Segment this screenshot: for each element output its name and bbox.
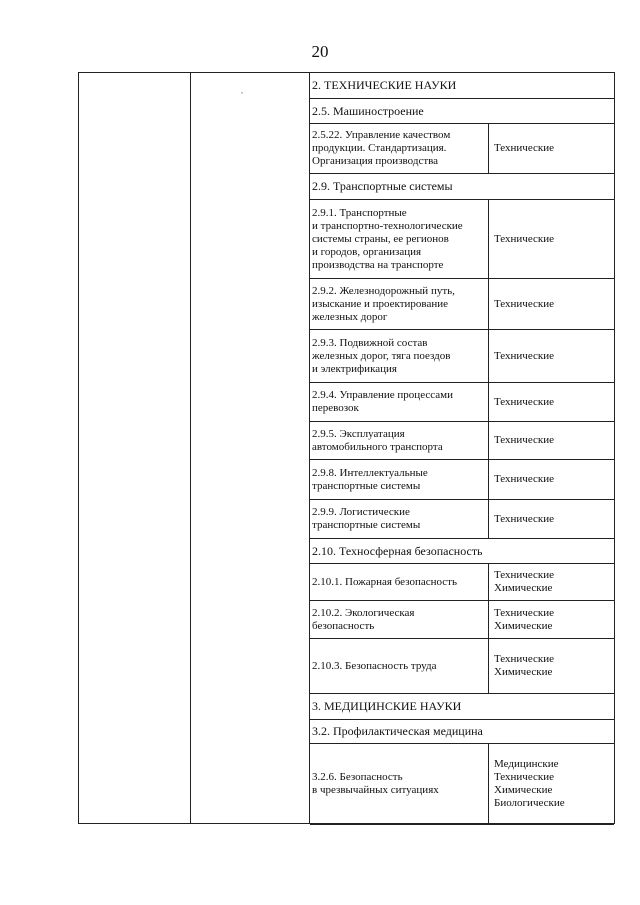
science-branch: Технические bbox=[494, 232, 554, 245]
science-branch: Технические bbox=[494, 395, 554, 408]
speciality-name: 2.9.1. Транспортные и транспортно-технологические системы страны, ее регионов и городов, организация производства на транспорте bbox=[312, 206, 463, 271]
science-branch-cell bbox=[492, 330, 640, 382]
speciality-name: 3.2.6. Безопасность в чрезвычайных ситуациях bbox=[312, 771, 439, 796]
page-number: 20 bbox=[311, 42, 329, 61]
science-branch-cell bbox=[492, 279, 640, 329]
kind-column-divider bbox=[488, 639, 489, 693]
section-row bbox=[310, 694, 614, 719]
science-branch-cell bbox=[492, 124, 640, 173]
kind-column-divider bbox=[488, 601, 489, 638]
table-row bbox=[310, 200, 614, 278]
science-branch-cell bbox=[492, 564, 640, 600]
kind-column-divider bbox=[488, 124, 489, 173]
kind-column-divider bbox=[488, 744, 489, 824]
science-branch-cell bbox=[492, 383, 640, 421]
section-row bbox=[310, 720, 614, 743]
kind-column-divider bbox=[488, 200, 489, 278]
column-divider-1 bbox=[190, 72, 191, 824]
disciplines-table bbox=[78, 72, 615, 824]
section-row bbox=[310, 72, 614, 98]
speciality-name: 2.9.8. Интеллектуальные транспортные системы bbox=[312, 466, 428, 492]
kind-column-divider bbox=[488, 330, 489, 382]
table-row bbox=[310, 564, 614, 600]
table-left-border bbox=[78, 72, 79, 824]
section-title: 2. ТЕХНИЧЕСКИЕ НАУКИ bbox=[312, 77, 457, 92]
table-row bbox=[310, 460, 614, 499]
science-branch: Технические bbox=[494, 606, 554, 619]
science-branch: Медицинские bbox=[494, 758, 559, 770]
section-title: 3. МЕДИЦИНСКИЕ НАУКИ bbox=[312, 699, 462, 713]
section-title: 2.5. Машиностроение bbox=[312, 103, 424, 118]
speciality-name: 2.9.5. Эксплуатация автомобильного транспорта bbox=[312, 427, 443, 453]
section-row bbox=[310, 174, 614, 199]
speciality-name: 2.9.3. Подвижной состав железных дорог, тяга поездов и электрификация bbox=[312, 336, 451, 375]
science-branch: Технические bbox=[494, 771, 554, 783]
section-title: 3.2. Профилактическая медицина bbox=[312, 724, 483, 738]
science-branch-cell bbox=[492, 744, 640, 824]
speciality-name: 2.10.2. Экологическая безопасность bbox=[312, 606, 415, 632]
science-branch: Технические bbox=[494, 473, 554, 485]
science-branch-cell bbox=[492, 639, 640, 693]
section-row bbox=[310, 99, 614, 123]
science-branch: Биологические bbox=[494, 797, 565, 809]
kind-column-divider bbox=[488, 500, 489, 538]
science-branch: Химические bbox=[494, 619, 553, 632]
kind-column-divider bbox=[488, 564, 489, 600]
speciality-name: 2.9.9. Логистические транспортные системы bbox=[312, 506, 421, 531]
science-branch-cell bbox=[492, 500, 640, 538]
speciality-name: 2.10.1. Пожарная безопасность bbox=[312, 575, 457, 588]
science-branch: Технические bbox=[494, 569, 554, 581]
speciality-name: 2.5.22. Управление качеством продукции. Стандартизация. Организация производства bbox=[312, 129, 451, 167]
kind-column-divider bbox=[488, 460, 489, 499]
science-branch-cell bbox=[492, 460, 640, 499]
table-row bbox=[310, 601, 614, 638]
science-branch: Технические bbox=[494, 349, 554, 362]
section-title: 2.9. Транспортные системы bbox=[312, 179, 453, 193]
kind-column-divider bbox=[488, 383, 489, 421]
science-branch: Химические bbox=[494, 582, 553, 594]
science-branch: Технические bbox=[494, 434, 554, 446]
table-row bbox=[310, 744, 614, 824]
science-branch: Технические bbox=[494, 653, 554, 665]
section-row bbox=[310, 539, 614, 563]
science-branch: Химические bbox=[494, 784, 553, 796]
row-divider bbox=[310, 824, 614, 825]
science-branch: Технические bbox=[494, 142, 554, 154]
kind-column-divider bbox=[488, 422, 489, 459]
table-row bbox=[310, 279, 614, 329]
speciality-name: 2.9.2. Железнодорожный путь, изыскание и проектирование железных дорог bbox=[312, 284, 455, 323]
table-row bbox=[310, 330, 614, 382]
section-title: 2.10. Техносферная безопасность bbox=[312, 543, 483, 558]
science-branch: Технические bbox=[494, 297, 554, 310]
science-branch-cell bbox=[492, 601, 640, 638]
science-branch-cell bbox=[492, 422, 640, 459]
table-row bbox=[310, 124, 614, 173]
table-row bbox=[310, 639, 614, 693]
scan-mark: , bbox=[241, 86, 243, 95]
science-branch: Химические bbox=[494, 666, 553, 678]
speciality-name: 2.10.3. Безопасность труда bbox=[312, 659, 437, 672]
science-branch: Технические bbox=[494, 512, 554, 525]
table-row bbox=[310, 422, 614, 459]
speciality-name: 2.9.4. Управление процессами перевозок bbox=[312, 389, 453, 414]
science-branch-cell bbox=[492, 200, 640, 278]
kind-column-divider bbox=[488, 279, 489, 329]
table-row bbox=[310, 383, 614, 421]
table-row bbox=[310, 500, 614, 538]
